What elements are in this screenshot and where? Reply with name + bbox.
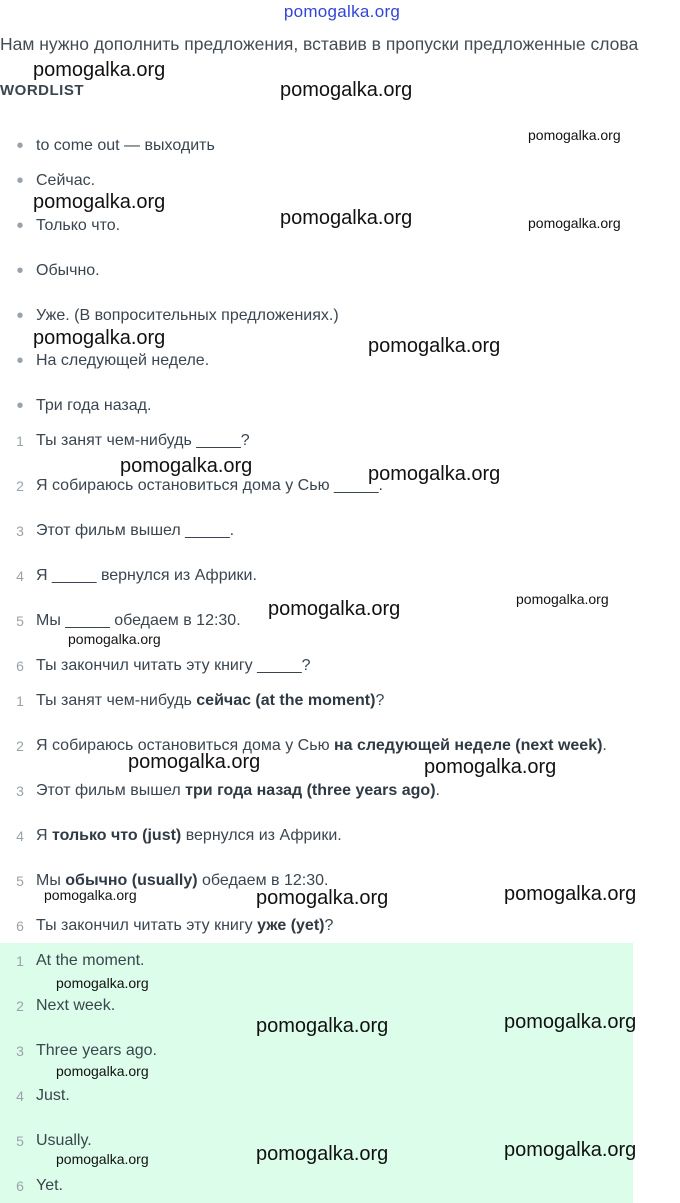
watermark: pomogalka.org — [120, 455, 253, 477]
watermark: pomogalka.org — [56, 1151, 149, 1167]
bullet-icon: • — [16, 215, 24, 237]
watermark: pomogalka.org — [68, 631, 161, 647]
item-number: 5 — [16, 613, 24, 629]
answer-text: Three years ago. — [36, 1042, 157, 1059]
item-number: 4 — [16, 568, 24, 584]
answer-text: Usually. — [36, 1132, 92, 1149]
item-number: 6 — [16, 658, 24, 674]
watermark: pomogalka.org — [33, 191, 166, 213]
watermark: pomogalka.org — [368, 335, 501, 357]
answer-text: Just. — [36, 1087, 70, 1104]
answer-text: At the moment. — [36, 952, 145, 969]
filled-before: Мы — [36, 872, 66, 889]
bullet-icon: • — [16, 350, 24, 372]
watermark: pomogalka.org — [33, 327, 166, 349]
watermark: pomogalka.org — [528, 127, 621, 143]
watermark: pomogalka.org — [280, 79, 413, 101]
filled-answer: на следующей неделе (next week) — [334, 737, 603, 754]
filled-answer: только что (just) — [52, 827, 182, 844]
item-number: 1 — [16, 953, 24, 969]
wordlist-item-text: Обычно. — [36, 262, 100, 279]
watermark: pomogalka.org — [256, 887, 389, 909]
intro-text: Нам нужно дополнить предложения, вставив в пропуски предложенные слова — [0, 34, 639, 54]
site-link[interactable]: pomogalka.org — [283, 2, 401, 21]
answer-text: Yet. — [36, 1177, 63, 1194]
filled-after: . — [602, 737, 607, 754]
exercise-text: Мы _____ обедаем в 12:30. — [36, 612, 241, 629]
wordlist-item-text: На следующей неделе. — [36, 352, 210, 369]
bullet-icon: • — [16, 135, 24, 157]
filled-answer: уже (yet) — [257, 917, 325, 934]
filled-before: Я — [36, 827, 52, 844]
wordlist-item-text: Только что. — [36, 217, 121, 234]
filled-after: . — [435, 782, 440, 799]
filled-after: ? — [324, 917, 334, 934]
item-number: 3 — [16, 1043, 24, 1059]
filled-answer: сейчас (at the moment) — [196, 692, 376, 709]
bullet-icon: • — [16, 260, 24, 282]
watermark: pomogalka.org — [33, 59, 166, 81]
filled-after: вернулся из Африки. — [181, 827, 342, 844]
filled-before: Я собираюсь остановиться дома у Сью — [36, 737, 335, 754]
watermark: pomogalka.org — [256, 1015, 389, 1037]
wordlist-title: WORDLIST — [0, 82, 84, 99]
item-number: 5 — [16, 873, 24, 889]
item-number: 2 — [16, 998, 24, 1014]
item-number: 5 — [16, 1133, 24, 1149]
watermark: pomogalka.org — [44, 887, 137, 903]
watermark: pomogalka.org — [504, 1011, 637, 1033]
watermark: pomogalka.org — [256, 1143, 389, 1165]
filled-before: Этот фильм вышел — [36, 782, 186, 799]
bullet-icon: • — [16, 170, 24, 192]
watermark: pomogalka.org — [504, 883, 637, 905]
filled-before: Ты закончил читать эту книгу — [36, 917, 258, 934]
exercise-text: Ты занят чем-нибудь _____? — [36, 432, 250, 449]
item-number: 4 — [16, 828, 24, 844]
answer-text: Next week. — [36, 997, 116, 1014]
exercise-text: Этот фильм вышел _____. — [36, 522, 235, 539]
watermark: pomogalka.org — [268, 598, 401, 620]
filled-before: Ты занят чем-нибудь — [36, 692, 197, 709]
exercise-text: Ты закончил читать эту книгу _____? — [36, 657, 311, 674]
wordlist-item-text: Уже. (В вопросительных предложениях.) — [36, 307, 339, 324]
item-number: 6 — [16, 918, 24, 934]
watermark: pomogalka.org — [128, 751, 261, 773]
item-number: 1 — [16, 433, 24, 449]
item-number: 3 — [16, 523, 24, 539]
watermark: pomogalka.org — [56, 975, 149, 991]
watermark: pomogalka.org — [280, 207, 413, 229]
item-number: 2 — [16, 738, 24, 754]
watermark: pomogalka.org — [504, 1139, 637, 1161]
wordlist-item-text: Три года назад. — [36, 397, 152, 414]
bullet-icon: • — [16, 395, 24, 417]
item-number: 1 — [16, 693, 24, 709]
wordlist-item-text: to come out — выходить — [36, 137, 215, 154]
exercise-text: Я собираюсь остановиться дома у Сью _____. — [36, 477, 383, 494]
filled-answer: обычно (usually) — [65, 872, 198, 889]
filled-after: ? — [375, 692, 385, 709]
filled-after: обедаем в 12:30. — [197, 872, 329, 889]
watermark: pomogalka.org — [424, 756, 557, 778]
watermark: pomogalka.org — [528, 215, 621, 231]
item-number: 4 — [16, 1088, 24, 1104]
filled-answer: три года назад (three years ago) — [185, 782, 436, 799]
exercise-text: Я _____ вернулся из Африки. — [36, 567, 257, 584]
item-number: 6 — [16, 1178, 24, 1194]
watermark: pomogalka.org — [56, 1063, 149, 1079]
bullet-icon: • — [16, 305, 24, 327]
wordlist-item-text: Сейчас. — [36, 172, 96, 189]
watermark: pomogalka.org — [368, 463, 501, 485]
watermark: pomogalka.org — [516, 591, 609, 607]
item-number: 3 — [16, 783, 24, 799]
item-number: 2 — [16, 478, 24, 494]
